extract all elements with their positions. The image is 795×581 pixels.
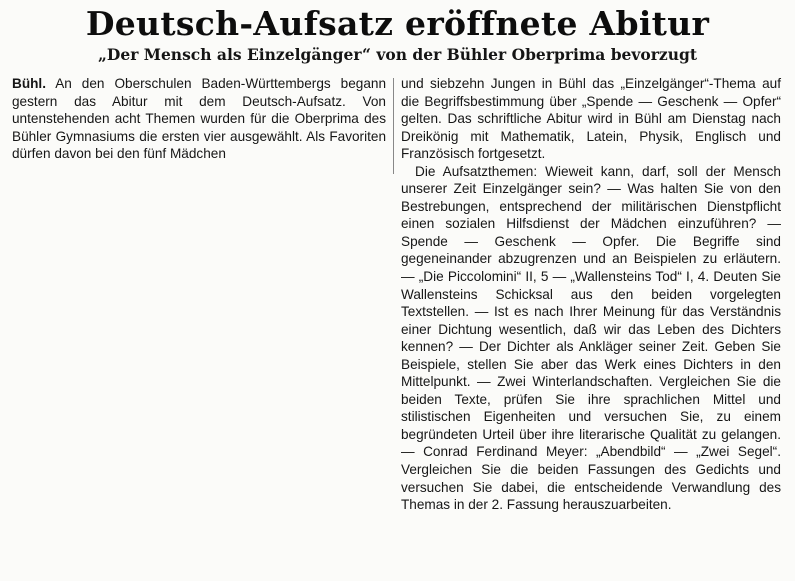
left-column [12, 75, 386, 163]
subheadline: „Der Mensch als Einzelgänger“ von der Bühler Oberprima bevorzugt [98, 45, 697, 64]
headline: Deutsch-Aufsatz eröffnete Abitur [85, 4, 710, 43]
dateline: Bühl. [12, 76, 46, 91]
themes-paragraph: Die Aufsatzthemen: Wieweit kann, darf, soll der Mensch unserer Zeit Einzelgänger sein? — Was halten Sie von den Bestrebungen, entsprechend der militärischen Dienstpflicht einen sozialen Hilfsdienst der Mädchen einzuführen? — Spende — Geschenk — Opfer. Die Begriffe sind gegeneinander abzugrenzen und an Beispielen zu erläutern. — „Die Piccolomini“ II, 5 — „Wallensteins Tod“ I, 4. Deuten Sie Wallensteins Schicksal aus den beiden vorgelegten Textstellen. — Ist es nach Ihrer Meinung für das Verständnis einer Dichtung wesentlich, daß wir das Leben des Dichters kennen? — Der Dichter als Ankläger seiner Zeit. Geben Sie Beispiele, stellen Sie aber das Werk eines Dichters in den Mittelpunkt. — Zwei Winterlandschaften. Vergleichen Sie die beiden Texte, prüfen Sie ihre sprachlichen Mittel und stilistischen Eigenheiten und versuchen Sie, zu einem begründeten Urteil über ihre literarische Qualität zu gelangen. — Conrad Ferdinand Meyer: „Abendbild“ — „Zwei Segel“. Vergleichen Sie die beiden Fassungen des Gedichts und versuchen Sie dabei, die entscheidende Verwandlung des Themas in der 2. Fassung herauszuarbeiten. [401, 163, 781, 513]
lead-paragraph [12, 75, 386, 163]
column-divider [393, 78, 394, 174]
right-column [401, 75, 781, 514]
lead-text: An den Oberschulen Baden-Württembergs begann gestern das Abitur mit dem Deutsch-Aufsatz. Von untenstehenden acht Themen wurden für die Oberprima des Bühler Gymnasiums die ersten vier ausgewählt. Als Favoriten dürfen davon bei den fünf Mädchen [12, 76, 386, 162]
continuation-paragraph: und siebzehn Jungen in Bühl das „Einzelgänger“-Thema auf die Begriffsbestimmung über „Spende — Geschenk — Opfer“ gelten. Das schriftliche Abitur wird in Bühl am Dienstag nach Dreikönig mit Mathematik, Latein, Physik, Englisch und Französisch fortgesetzt. [401, 76, 781, 162]
